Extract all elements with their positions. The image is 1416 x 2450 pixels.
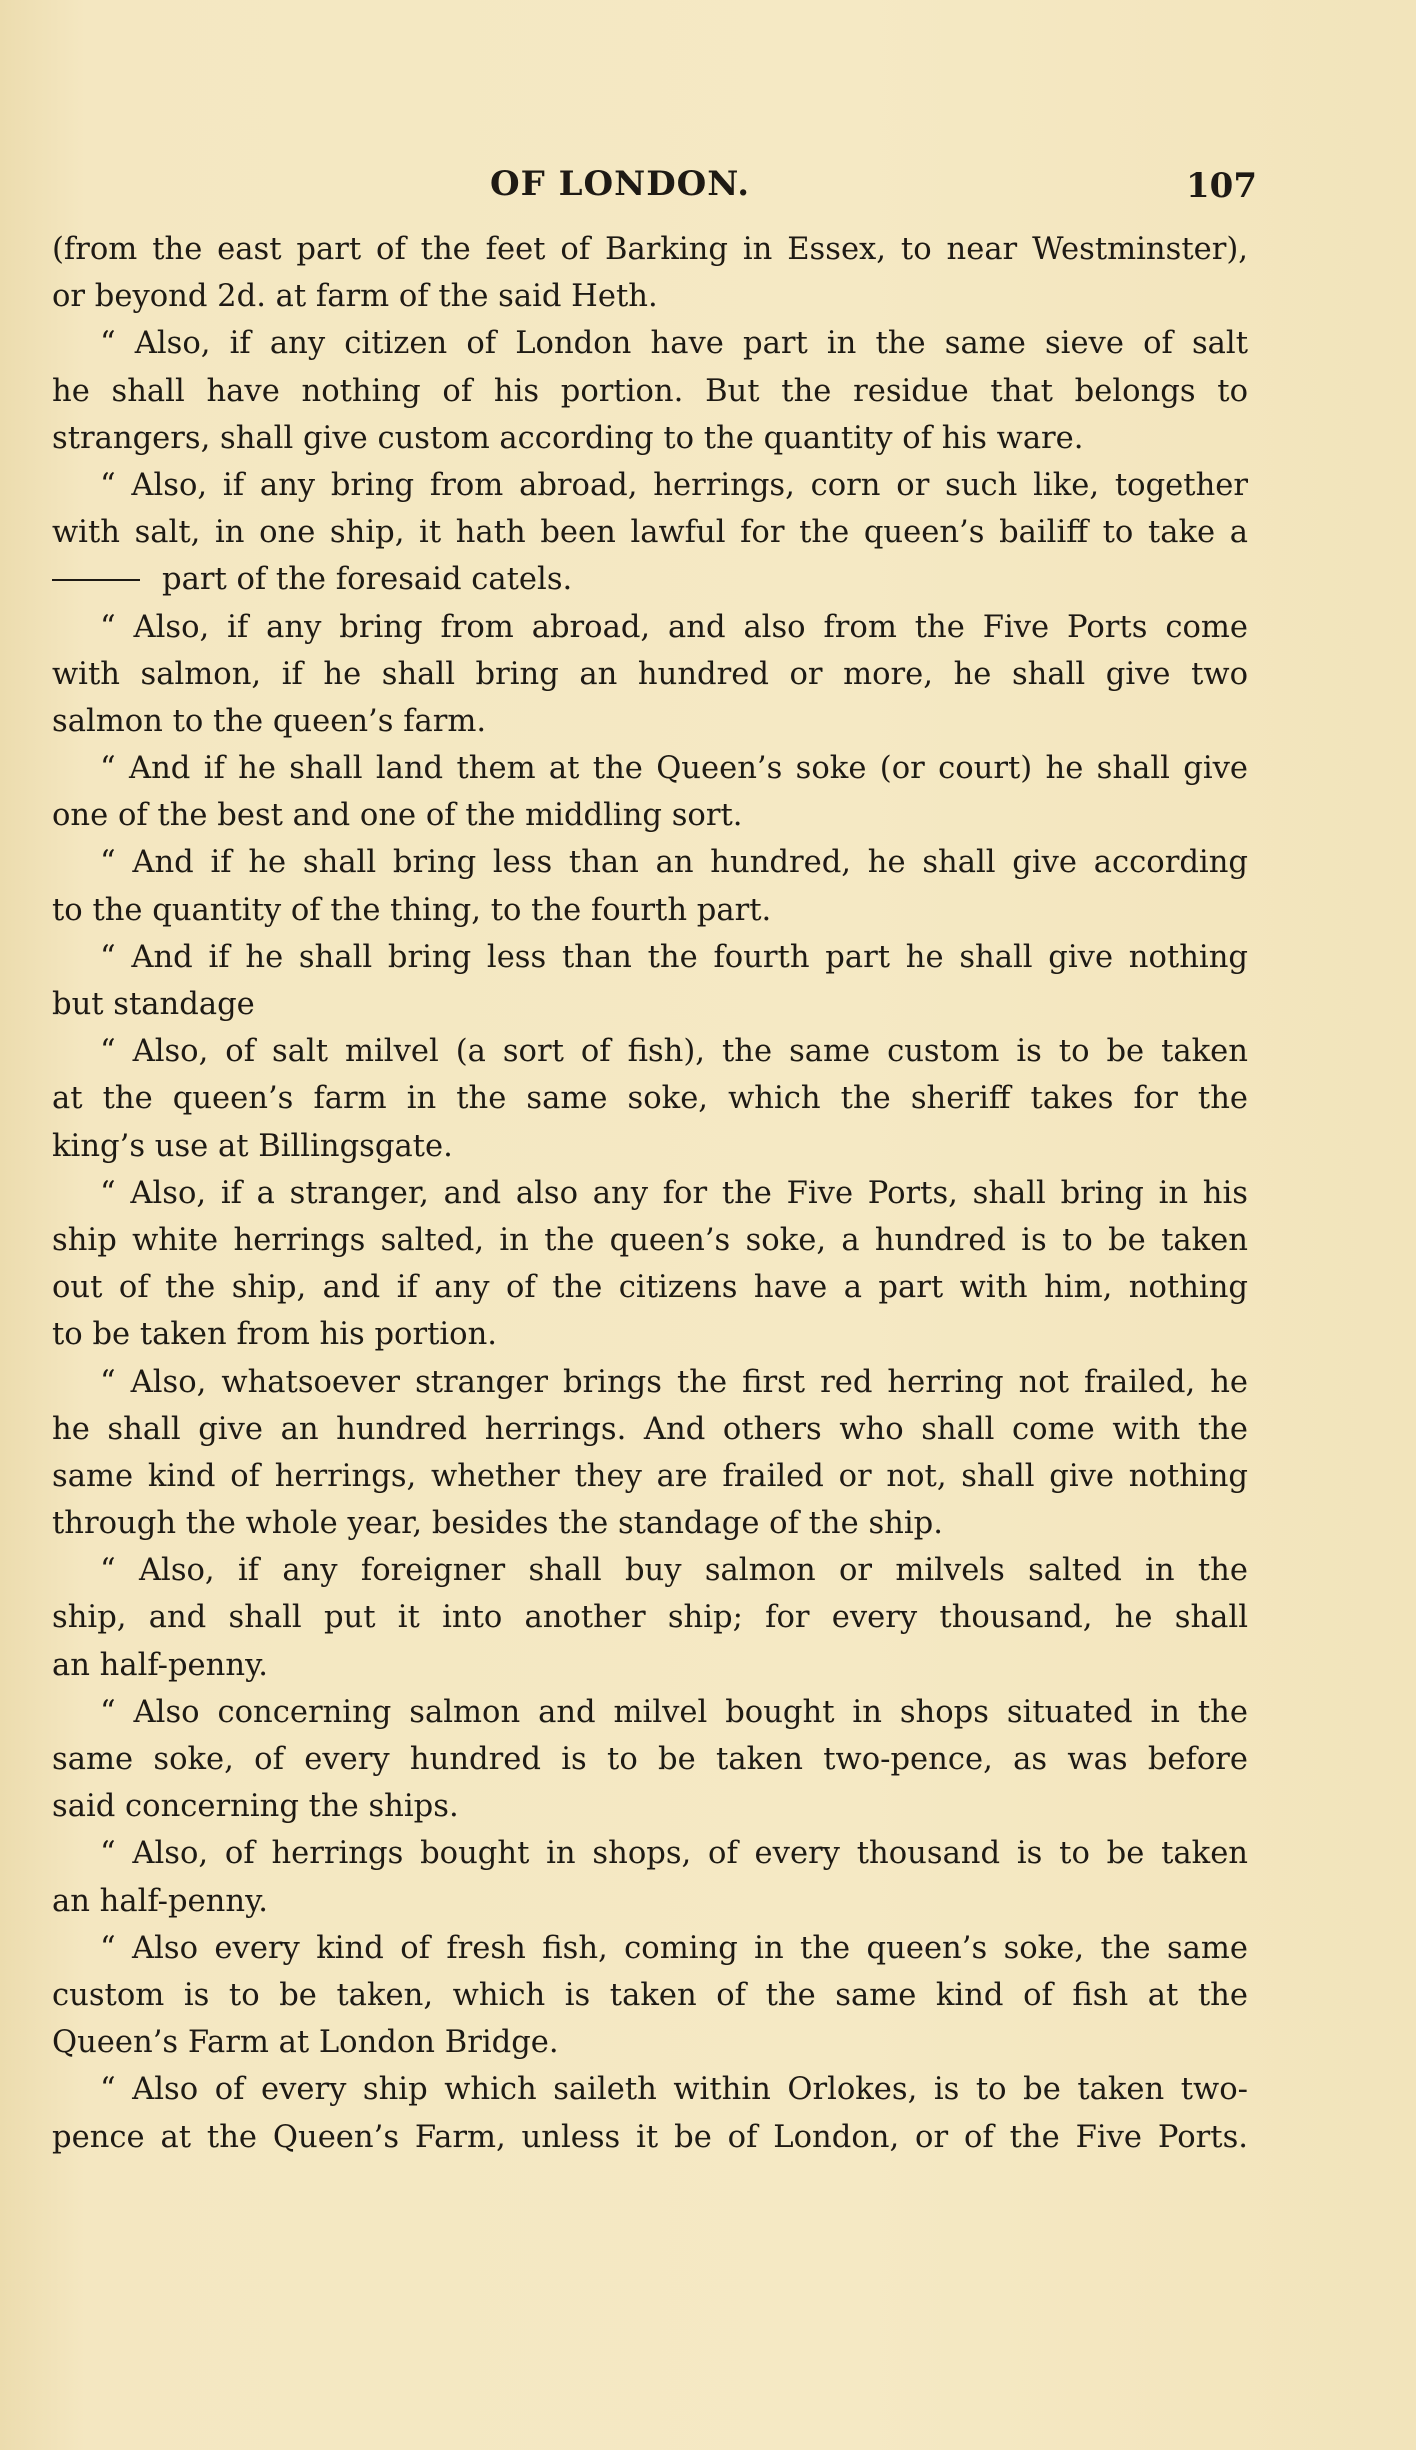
text-line: ship white herrings salted, in the queen’s soke, a hundred is to be taken — [52, 1222, 1248, 1258]
text-line: “ Also of every ship which saileth within Orlokes, is to be taken two- — [100, 2072, 1248, 2108]
text-line: “ Also every kind of fresh fish, coming in the queen’s soke, the same — [100, 1930, 1248, 1966]
text-line: at the queen’s farm in the same soke, which the sheriff takes for the — [52, 1081, 1248, 1117]
text-line: salmon to the queen’s farm. — [52, 703, 487, 739]
text-line: “ Also, if any bring from abroad, and also from the Five Ports come — [100, 609, 1248, 645]
text-line: to the quantity of the thing, to the fourth part. — [52, 892, 772, 928]
text-line: “ Also, of salt milvel (a sort of fish), the same custom is to be taken — [100, 1034, 1248, 1070]
text-line: out of the ship, and if any of the citizens have a part with him, nothing — [52, 1270, 1248, 1306]
text-line: “ Also, of herrings bought in shops, of every thousand is to be taken — [100, 1836, 1248, 1872]
text-line: same kind of herrings, whether they are frailed or not, shall give nothing — [52, 1458, 1248, 1494]
text-line: an half-penny. — [52, 1647, 269, 1683]
running-head — [0, 164, 1416, 212]
text-line: with salmon, if he shall bring an hundred or more, he shall give two — [52, 656, 1248, 692]
text-line: strangers, shall give custom according to the quantity of his ware. — [52, 420, 1084, 456]
text-line: “ Also, if any foreigner shall buy salmon or milvels salted in the — [100, 1553, 1248, 1589]
text-line: “ Also, if any citizen of London have part in the same sieve of salt — [100, 326, 1248, 362]
text-line: “ Also concerning salmon and milvel bought in shops situated in the — [100, 1694, 1248, 1730]
page-number: 107 — [1186, 166, 1257, 206]
text-line-content: part of the foresaid catels. — [162, 562, 573, 598]
text-line: “ And if he shall bring less than an hundred, he shall give according — [100, 845, 1248, 881]
text-line: custom is to be taken, which is taken of the same kind of fish at the — [52, 1977, 1248, 2013]
text-line: (from the east part of the feet of Barking in Essex, to near Westminster), — [52, 232, 1248, 267]
text-line: an half-penny. — [52, 1883, 269, 1919]
text-line: Queen’s Farm at London Bridge. — [52, 2025, 559, 2061]
text-line: to be taken from his portion. — [52, 1317, 498, 1353]
text-line: “ Also, if any bring from abroad, herrings, corn or such like, together — [100, 467, 1248, 503]
dash-rule — [52, 579, 140, 581]
body-text — [52, 226, 1248, 2286]
text-line: through the whole year, besides the standage of the ship. — [52, 1506, 943, 1542]
running-title: OF LONDON. — [490, 164, 751, 204]
text-line: said concerning the ships. — [52, 1789, 459, 1825]
text-line: or beyond 2d. at farm of the said Heth. — [52, 279, 658, 315]
text-line: “ Also, if a stranger, and also any for the Five Ports, shall bring in his — [100, 1175, 1248, 1211]
text-line: same soke, of every hundred is to be taken two-pence, as was before — [52, 1742, 1248, 1777]
text-line: “ Also, whatsoever stranger brings the first red herring not frailed, he — [100, 1364, 1248, 1400]
text-line: “ And if he shall land them at the Queen’s soke (or court) he shall give — [100, 751, 1248, 787]
text-line: “ And if he shall bring less than the fourth part he shall give nothing — [100, 939, 1248, 975]
text-line: king’s use at Billingsgate. — [52, 1128, 453, 1164]
text-line: with salt, in one ship, it hath been lawful for the queen’s bailiff to take a — [52, 515, 1248, 551]
text-line: pence at the Queen’s Farm, unless it be of London, or of the Five Ports. — [52, 2119, 1248, 2155]
text-line: one of the best and one of the middling sort. — [52, 798, 743, 834]
text-line: but standage — [52, 987, 255, 1022]
text-line: he shall have nothing of his portion. But the residue that belongs to — [52, 373, 1248, 409]
text-line: ship, and shall put it into another ship; for every thousand, he shall — [52, 1600, 1248, 1636]
text-line: he shall give an hundred herrings. And others who shall come with the — [52, 1411, 1248, 1447]
text-line — [52, 556, 1248, 603]
